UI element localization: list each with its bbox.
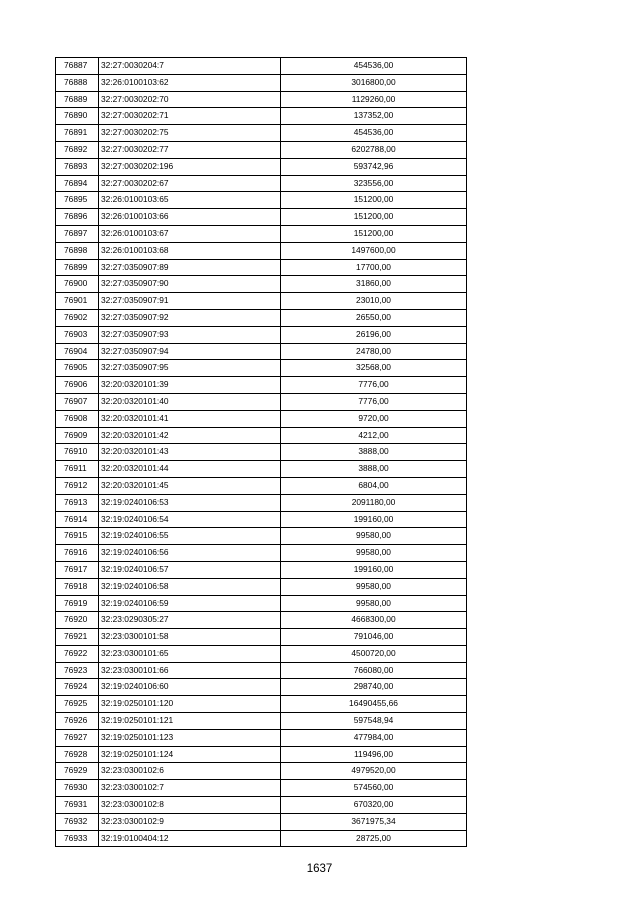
cadastral-number-cell: 32:27:0030202:77 (99, 141, 281, 158)
table-row (56, 746, 467, 763)
cadastral-value-cell: 1129260,00 (281, 91, 467, 108)
table-row (56, 444, 467, 461)
cadastral-value-cell: 4212,00 (281, 427, 467, 444)
table-row (56, 830, 467, 847)
row-number-cell: 76928 (56, 746, 99, 763)
row-number-cell: 76933 (56, 830, 99, 847)
cadastral-value-cell: 199160,00 (281, 561, 467, 578)
cadastral-value-cell: 3671975,34 (281, 813, 467, 830)
cadastral-number-cell: 32:27:0350907:95 (99, 360, 281, 377)
row-number-cell: 76922 (56, 645, 99, 662)
row-number-cell: 76916 (56, 545, 99, 562)
row-number-cell: 76905 (56, 360, 99, 377)
row-number-cell: 76893 (56, 158, 99, 175)
cadastral-number-cell: 32:19:0250101:120 (99, 696, 281, 713)
cadastral-value-cell: 1497600,00 (281, 242, 467, 259)
table-row (56, 225, 467, 242)
cadastral-value-cell: 791046,00 (281, 629, 467, 646)
cadastral-number-cell: 32:27:0350907:89 (99, 259, 281, 276)
row-number-cell: 76925 (56, 696, 99, 713)
cadastral-value-cell: 4668300,00 (281, 612, 467, 629)
row-number-cell: 76920 (56, 612, 99, 629)
cadastral-number-cell: 32:19:0240106:54 (99, 511, 281, 528)
cadastral-number-cell: 32:23:0300101:58 (99, 629, 281, 646)
cadastral-number-cell: 32:23:0300101:66 (99, 662, 281, 679)
table-row (56, 158, 467, 175)
cadastral-number-cell: 32:19:0240106:56 (99, 545, 281, 562)
cadastral-value-cell: 766080,00 (281, 662, 467, 679)
cadastral-value-cell: 17700,00 (281, 259, 467, 276)
cadastral-number-cell: 32:23:0300102:8 (99, 797, 281, 814)
row-number-cell: 76913 (56, 494, 99, 511)
table-row (56, 141, 467, 158)
row-number-cell: 76927 (56, 729, 99, 746)
cadastral-value-cell: 99580,00 (281, 528, 467, 545)
cadastral-value-cell: 3888,00 (281, 461, 467, 478)
cadastral-number-cell: 32:27:0350907:93 (99, 326, 281, 343)
cadastral-value-cell: 99580,00 (281, 545, 467, 562)
row-number-cell: 76923 (56, 662, 99, 679)
table-row (56, 578, 467, 595)
table-row (56, 662, 467, 679)
cadastral-value-cell: 454536,00 (281, 125, 467, 142)
table-row (56, 595, 467, 612)
cadastral-number-cell: 32:23:0300102:7 (99, 780, 281, 797)
row-number-cell: 76917 (56, 561, 99, 578)
row-number-cell: 76926 (56, 713, 99, 730)
cadastral-number-cell: 32:23:0300102:9 (99, 813, 281, 830)
table-row (56, 729, 467, 746)
cadastral-value-cell: 26196,00 (281, 326, 467, 343)
table-row (56, 696, 467, 713)
cadastral-number-cell: 32:26:0100103:68 (99, 242, 281, 259)
table-row (56, 74, 467, 91)
table-row (56, 175, 467, 192)
cadastral-value-cell: 574560,00 (281, 780, 467, 797)
cadastral-value-cell: 4979520,00 (281, 763, 467, 780)
cadastral-value-cell: 16490455,66 (281, 696, 467, 713)
row-number-cell: 76914 (56, 511, 99, 528)
cadastral-value-cell: 199160,00 (281, 511, 467, 528)
cadastral-number-cell: 32:20:0320101:43 (99, 444, 281, 461)
cadastral-number-cell: 32:19:0250101:124 (99, 746, 281, 763)
table-row (56, 259, 467, 276)
cadastral-number-cell: 32:23:0290305:27 (99, 612, 281, 629)
row-number-cell: 76931 (56, 797, 99, 814)
row-number-cell: 76897 (56, 225, 99, 242)
cadastral-value-cell: 151200,00 (281, 209, 467, 226)
cadastral-value-cell: 31860,00 (281, 276, 467, 293)
cadastral-value-cell: 670320,00 (281, 797, 467, 814)
table-row (56, 108, 467, 125)
row-number-cell: 76902 (56, 309, 99, 326)
table-row (56, 494, 467, 511)
cadastral-value-cell: 28725,00 (281, 830, 467, 847)
table-row (56, 797, 467, 814)
cadastral-value-cell: 137352,00 (281, 108, 467, 125)
row-number-cell: 76891 (56, 125, 99, 142)
cadastral-number-cell: 32:27:0350907:94 (99, 343, 281, 360)
cadastral-value-cell: 151200,00 (281, 192, 467, 209)
row-number-cell: 76892 (56, 141, 99, 158)
table-row (56, 209, 467, 226)
table-row (56, 293, 467, 310)
row-number-cell: 76899 (56, 259, 99, 276)
table-row (56, 713, 467, 730)
table-row (56, 427, 467, 444)
table-row (56, 393, 467, 410)
cadastral-number-cell: 32:19:0240106:57 (99, 561, 281, 578)
row-number-cell: 76894 (56, 175, 99, 192)
row-number-cell: 76888 (56, 74, 99, 91)
table-row (56, 58, 467, 75)
row-number-cell: 76904 (56, 343, 99, 360)
cadastral-value-cell: 7776,00 (281, 377, 467, 394)
row-number-cell: 76896 (56, 209, 99, 226)
cadastral-number-cell: 32:27:0030202:71 (99, 108, 281, 125)
cadastral-number-cell: 32:27:0030202:67 (99, 175, 281, 192)
cadastral-number-cell: 32:20:0320101:41 (99, 410, 281, 427)
cadastral-value-table (55, 57, 467, 847)
row-number-cell: 76924 (56, 679, 99, 696)
table-row (56, 309, 467, 326)
cadastral-number-cell: 32:19:0250101:123 (99, 729, 281, 746)
table-row (56, 343, 467, 360)
cadastral-value-cell: 454536,00 (281, 58, 467, 75)
table-row (56, 276, 467, 293)
row-number-cell: 76889 (56, 91, 99, 108)
cadastral-number-cell: 32:23:0300102:6 (99, 763, 281, 780)
cadastral-number-cell: 32:19:0240106:59 (99, 595, 281, 612)
cadastral-number-cell: 32:19:0240106:58 (99, 578, 281, 595)
table-row (56, 410, 467, 427)
row-number-cell: 76901 (56, 293, 99, 310)
table-row (56, 360, 467, 377)
table-body (56, 58, 467, 847)
cadastral-number-cell: 32:27:0350907:92 (99, 309, 281, 326)
cadastral-value-cell: 151200,00 (281, 225, 467, 242)
cadastral-number-cell: 32:27:0030202:75 (99, 125, 281, 142)
cadastral-number-cell: 32:19:0250101:121 (99, 713, 281, 730)
row-number-cell: 76898 (56, 242, 99, 259)
page-number: 1637 (306, 863, 333, 875)
cadastral-value-cell: 3888,00 (281, 444, 467, 461)
cadastral-value-cell: 323556,00 (281, 175, 467, 192)
table-row (56, 645, 467, 662)
row-number-cell: 76895 (56, 192, 99, 209)
row-number-cell: 76911 (56, 461, 99, 478)
cadastral-value-cell: 7776,00 (281, 393, 467, 410)
cadastral-value-cell: 99580,00 (281, 578, 467, 595)
cadastral-value-cell: 298740,00 (281, 679, 467, 696)
cadastral-number-cell: 32:20:0320101:45 (99, 477, 281, 494)
cadastral-number-cell: 32:20:0320101:44 (99, 461, 281, 478)
row-number-cell: 76887 (56, 58, 99, 75)
table-row (56, 629, 467, 646)
cadastral-value-cell: 119496,00 (281, 746, 467, 763)
row-number-cell: 76903 (56, 326, 99, 343)
cadastral-value-cell: 593742,96 (281, 158, 467, 175)
table-row (56, 242, 467, 259)
table-row (56, 477, 467, 494)
table-row (56, 545, 467, 562)
cadastral-value-cell: 2091180,00 (281, 494, 467, 511)
table-row (56, 561, 467, 578)
cadastral-value-cell: 23010,00 (281, 293, 467, 310)
cadastral-value-cell: 32568,00 (281, 360, 467, 377)
cadastral-value-cell: 6202788,00 (281, 141, 467, 158)
cadastral-number-cell: 32:26:0100103:66 (99, 209, 281, 226)
cadastral-number-cell: 32:20:0320101:40 (99, 393, 281, 410)
table-row (56, 377, 467, 394)
row-number-cell: 76908 (56, 410, 99, 427)
table-row (56, 125, 467, 142)
table-row (56, 461, 467, 478)
cadastral-number-cell: 32:27:0350907:90 (99, 276, 281, 293)
cadastral-number-cell: 32:27:0030202:196 (99, 158, 281, 175)
cadastral-number-cell: 32:26:0100103:65 (99, 192, 281, 209)
cadastral-number-cell: 32:26:0100103:67 (99, 225, 281, 242)
cadastral-value-cell: 99580,00 (281, 595, 467, 612)
cadastral-number-cell: 32:23:0300101:65 (99, 645, 281, 662)
row-number-cell: 76900 (56, 276, 99, 293)
table-row (56, 326, 467, 343)
cadastral-number-cell: 32:19:0240106:60 (99, 679, 281, 696)
table-row (56, 612, 467, 629)
row-number-cell: 76890 (56, 108, 99, 125)
table-row (56, 813, 467, 830)
cadastral-value-cell: 4500720,00 (281, 645, 467, 662)
cadastral-number-cell: 32:19:0240106:55 (99, 528, 281, 545)
cadastral-number-cell: 32:27:0350907:91 (99, 293, 281, 310)
row-number-cell: 76929 (56, 763, 99, 780)
cadastral-number-cell: 32:19:0100404:12 (99, 830, 281, 847)
row-number-cell: 76919 (56, 595, 99, 612)
cadastral-value-cell: 6804,00 (281, 477, 467, 494)
row-number-cell: 76932 (56, 813, 99, 830)
row-number-cell: 76909 (56, 427, 99, 444)
cadastral-number-cell: 32:20:0320101:42 (99, 427, 281, 444)
row-number-cell: 76906 (56, 377, 99, 394)
cadastral-number-cell: 32:27:0030202:70 (99, 91, 281, 108)
cadastral-number-cell: 32:27:0030204:7 (99, 58, 281, 75)
row-number-cell: 76915 (56, 528, 99, 545)
cadastral-number-cell: 32:26:0100103:62 (99, 74, 281, 91)
row-number-cell: 76921 (56, 629, 99, 646)
cadastral-value-cell: 3016800,00 (281, 74, 467, 91)
cadastral-number-cell: 32:20:0320101:39 (99, 377, 281, 394)
cadastral-value-cell: 9720,00 (281, 410, 467, 427)
cadastral-value-cell: 477984,00 (281, 729, 467, 746)
cadastral-value-cell: 24780,00 (281, 343, 467, 360)
cadastral-value-cell: 26550,00 (281, 309, 467, 326)
table-row (56, 528, 467, 545)
table-row (56, 91, 467, 108)
table-row (56, 511, 467, 528)
row-number-cell: 76907 (56, 393, 99, 410)
row-number-cell: 76912 (56, 477, 99, 494)
cadastral-value-cell: 597548,94 (281, 713, 467, 730)
row-number-cell: 76910 (56, 444, 99, 461)
cadastral-number-cell: 32:19:0240106:53 (99, 494, 281, 511)
row-number-cell: 76918 (56, 578, 99, 595)
row-number-cell: 76930 (56, 780, 99, 797)
table-row (56, 679, 467, 696)
table-row (56, 192, 467, 209)
table-row (56, 780, 467, 797)
table-row (56, 763, 467, 780)
